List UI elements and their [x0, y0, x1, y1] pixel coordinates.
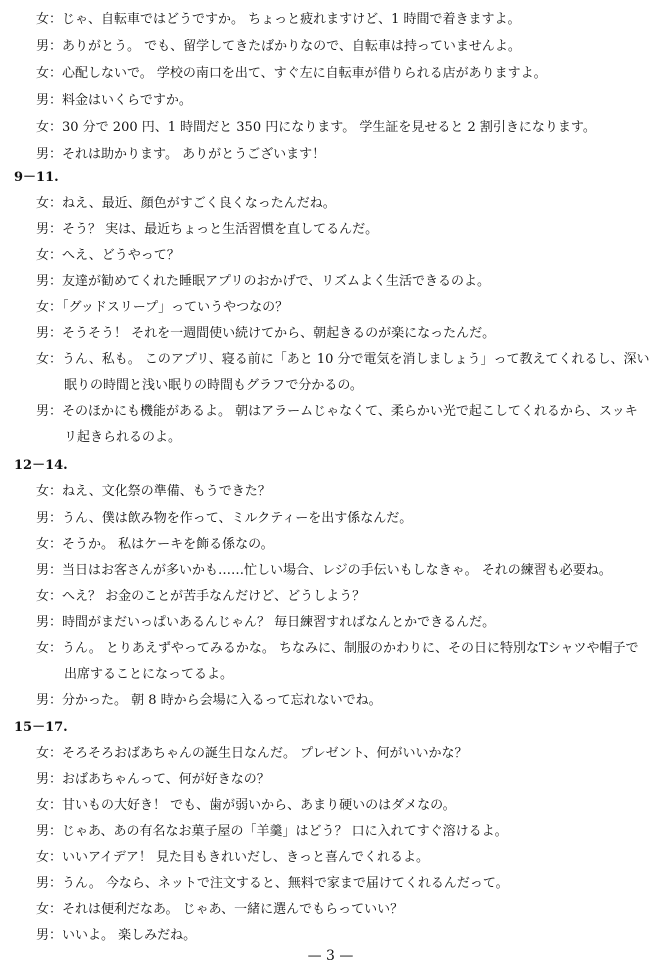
- dialogue-line-continuation: 出席することになってるよ。: [64, 667, 234, 682]
- dialogue-line: 女：ねえ、文化祭の準備、もうできた？: [36, 484, 271, 499]
- dialogue-line: 女：じゃ、自転車ではどうですか。 ちょっと疲れますけど、1 時間で着きますよ。: [36, 12, 521, 27]
- dialogue-line: 女：心配しないで。 学校の南口を出て、すぐ左に自転車が借りられる店がありますよ。: [36, 66, 547, 81]
- dialogue-line: 男：うん、僕は飲み物を作って、ミルクティーを出す係なんだ。: [36, 511, 413, 526]
- dialogue-line-continuation: リ起きられるのよ。: [64, 430, 182, 445]
- section-heading: 15－17.: [14, 720, 68, 735]
- dialogue-line: 男：そうそう！ それを一週間使い続けてから、朝起きるのが楽になったんだ。: [36, 326, 496, 341]
- dialogue-line: 女：へえ、どうやって？: [36, 248, 180, 263]
- dialogue-line: 女：それは便利だなあ。 じゃあ、一緒に選んでもらっていい？: [36, 902, 404, 917]
- dialogue-line: 女：うん、私も。 このアプリ、寝る前に「あと 10 分で電気を消しましょう」って教えてくれるし、深い: [36, 352, 650, 367]
- dialogue-line: 男：うん。 今なら、ネットで注文すると、無料で家まで届けてくれるんだって。: [36, 876, 509, 891]
- dialogue-line: 女：うん。 とりあえずやってみるかな。 ちなみに、制服のかわりに、その日に特別なTシャツや帽子で: [36, 641, 639, 656]
- dialogue-line: 男：ありがとう。 でも、留学してきたばかりなので、自転車は持っていませんよ。: [36, 39, 521, 54]
- dialogue-line: 女：そうか。 私はケーキを飾る係なの。: [36, 537, 274, 552]
- dialogue-line: 女：いいアイデア！ 見た目もきれいだし、きっと喜んでくれるよ。: [36, 850, 429, 865]
- dialogue-line: 女：甘いもの大好き！ でも、歯が弱いから、あまり硬いのはダメなの。: [36, 798, 456, 813]
- section-heading: 12－14.: [14, 458, 68, 473]
- dialogue-line: 女：30 分で 200 円、1 時間だと 350 円になります。 学生証を見せると 2 割引きになります。: [36, 120, 596, 135]
- dialogue-line: 男：料金はいくらですか。: [36, 93, 192, 108]
- dialogue-line: 女：ねえ、最近、顔色がすごく良くなったんだね。: [36, 196, 336, 211]
- dialogue-line: 女：「グッドスリープ」っていうやつなの？: [36, 300, 289, 315]
- dialogue-line: 男：おばあちゃんって、何が好きなの？: [36, 772, 270, 787]
- dialogue-line: 男：当日はお客さんが多いかも……忙しい場合、レジの手伝いもしなきゃ。 それの練習も必要ね。: [36, 563, 612, 578]
- section-heading: 9－11.: [14, 170, 59, 185]
- dialogue-line: 男：そのほかにも機能があるよ。 朝はアラームじゃなくて、柔らかい光で起こしてくれるから、スッキ: [36, 404, 638, 419]
- dialogue-line: 男：時間がまだいっぱいあるんじゃん？ 毎日練習すればなんとかできるんだ。: [36, 615, 496, 630]
- dialogue-line: 男：いいよ。 楽しみだね。: [36, 928, 197, 943]
- page-number: — 3 —: [307, 948, 354, 964]
- dialogue-line-continuation: 眠りの時間と浅い眠りの時間もグラフで分かるの。: [64, 378, 363, 393]
- dialogue-line: 女：へえ？ お金のことが苦手なんだけど、どうしよう？: [36, 589, 366, 604]
- dialogue-line: 男：それは助かります。 ありがとうございます！: [36, 147, 326, 162]
- dialogue-line: 女：そろそろおばあちゃんの誕生日なんだ。 プレゼント、何がいいかな？: [36, 746, 468, 761]
- dialogue-line: 男：分かった。 朝 8 時から会場に入るって忘れないでね。: [36, 693, 382, 708]
- dialogue-line: 男：友達が勧めてくれた睡眠アプリのおかげで、リズムよく生活できるのよ。: [36, 274, 490, 289]
- dialogue-line: 男：じゃあ、あの有名なお菓子屋の「羊羹」はどう？ 口に入れてすぐ溶けるよ。: [36, 824, 508, 839]
- dialogue-line: 男：そう？ 実は、最近ちょっと生活習慣を直してるんだ。: [36, 222, 379, 237]
